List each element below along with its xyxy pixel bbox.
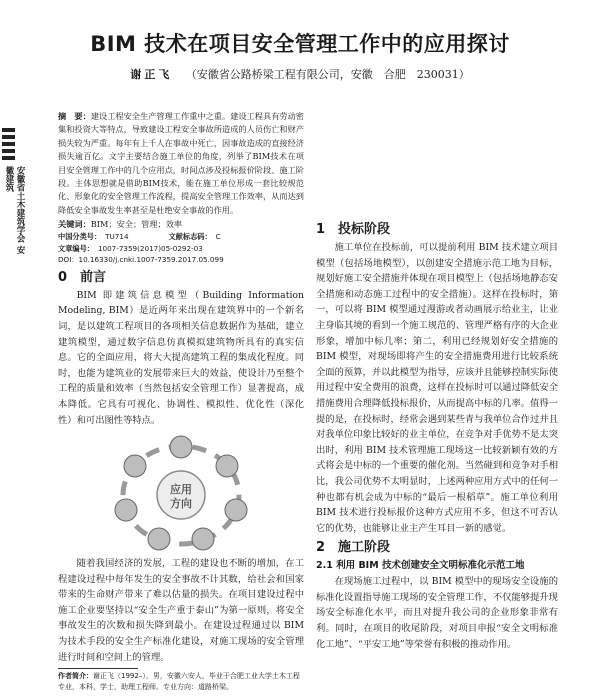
abstract-text: 建设工程安全生产管理工作重中之重。建设工程具有劳动密集和投资大等特点，导致建设工程安全事故所造成的人员伤亡和财产损失较为严重。每年有上千人在事故中死亡，因事故造成的直接经济损失逾百亿。文字主要结合施工单位的角度，列举了BIM技术在项目安全管理工作中的几个应用点，时间点涉及投标报价阶段、施工阶段。主体思想就是借助BIM技术，能在施工单位形成一套比较规范化、形象化的安全管理工作流程，提高安全管理工作效率，从而达到降低安全事故发生率甚至是杜绝安全事故的作用。 — [58, 111, 304, 215]
footnote-rule — [58, 668, 138, 669]
footnote-text: 谢正飞（1992–），男，安徽六安人，毕业于合肥工业大学土木工程专业，本科，学士，助理工程师。专业方向：道路桥梁。 — [58, 672, 300, 691]
section-2-title: 2 施工阶段 — [316, 540, 391, 556]
journal-logo-icon — [2, 128, 15, 162]
author-affiliation: （安徽省公路桥梁工程有限公司，安徽 合肥 230031） — [185, 68, 470, 81]
keywords-text: BIM；安全；管理；效率 — [90, 219, 183, 230]
abstract — [58, 110, 304, 217]
section-1-title: 1 投标阶段 — [316, 222, 391, 237]
article-number-label: 文章编号： — [58, 243, 94, 253]
journal-side-label: 安徽省土木建筑学会 安徽建筑 — [4, 166, 25, 254]
author-name: 谢正飞 — [130, 68, 173, 81]
diagram-center-label-1: 应用 — [170, 483, 192, 497]
article-number-line — [58, 243, 304, 255]
section-2-1-title: 2.1 利用 BIM 技术创建安全文明标准化示范工地 — [316, 560, 525, 572]
doc-code-label: 文献标志码： — [168, 232, 212, 242]
clc-label: 中国分类号： — [58, 232, 102, 242]
clc-value: TU714 — [105, 232, 129, 242]
footnote-label: 作者简介： — [58, 672, 93, 680]
keywords — [58, 218, 304, 231]
doi-line: DOI：10.16330/j.cnki.1007-7359.2017.05.099 — [58, 255, 224, 265]
application-direction-diagram — [58, 434, 304, 552]
abstract-label: 摘 要： — [58, 111, 91, 121]
diagram-graphic — [58, 434, 304, 552]
section-0-title: 0 前言 — [58, 269, 107, 285]
article-number-value: 1007-7359(2017)05-0292-03 — [97, 243, 203, 253]
section-0-paragraph-2: 随着我国经济的发展，工程的建设也不断的增加，在工程建设过程中每年发生的安全事故不计其数，给社会和国家带来的生命财产带来了难以估量的损失。在项目建设过程中施工企业要坚持以“安全生产重于泰山”为第一原则，将安全事故发生的次数和损失降到最小。在建设过程通过以 BIM 为技术手段的安全生产标准化建设，对施工现场的安全管理进行时间和空间上的管理。 — [58, 558, 304, 663]
left-column — [58, 110, 304, 665]
section-0-paragraph-1: BIM 即建筑信息模型（Building Information Modeling, BIM）是近两年来出现在建筑界中的一个新名词，是以建筑工程项目的各项相关信息数据作为基础，建立建筑模型，通过数字信息仿真模拟建筑物所具有的真实信息。它的全面应用，将大大提高建筑工程的集成化程度。同时，也能为建筑业的发展带来巨大的效益，使设计乃至整个工程的质量和效率（当然包括安全管理工作）显著提高，成本降低。它具有可视化、协调性、模拟性、优化性（深化性）和可出图性等特点。 — [58, 289, 304, 426]
author-footnote — [58, 671, 304, 693]
doc-code-value: C — [215, 232, 221, 242]
right-column — [316, 108, 558, 652]
journal-side-tab — [0, 128, 32, 258]
byline — [0, 66, 600, 82]
section-2-1-paragraph-1: 在现场施工过程中，以 BIM 模型中的现场安全设施的标准化设置指导施工现场的安全管理工作，不仅能够提升现场安全标准化水平，而且对提升我公司的企业形象非常有利。同时，在项目的收尾阶段，对项目申报“安全文明标准化工地”、“平安工地”等荣誉有积极的推动作用。 — [316, 576, 558, 650]
paper-title: BIM 技术在项目安全管理工作中的应用探讨 — [90, 32, 510, 56]
diagram-center-label-2: 方向 — [170, 497, 192, 511]
keywords-label: 关键词： — [58, 219, 91, 230]
classification-line — [58, 231, 304, 243]
section-1-paragraph-1: 施工单位在投标前，可以提前利用 BIM 技术建立项目模型（包括场地模型），以创建安全措施示范工地为目标，规划好施工安全措施并体现在项目模型上（包括场地静态安全措施和动态施工过程中的安全措施）。这样在投标时，第一，可以将 BIM 模型通过漫游或者动画展示给业主，让业主身临其境的看到一个施工规范的、管理严格有序的大企业形象，增加中标几率；第二，利用已经规划好安全措施的 BIM 模型，对现场即将产生的安全措施费用进行比较系统全面的预算，并以此模型为指导，应该并且能够控制实际使用过程中安全费用的浪费，这样在投标时可以通过降低安全措施费用合理降低投标报价，从而提高中标的几率。值得一提的是，在投标时，经常会遇到某些青与我单位合作过并且对我单位印象比较好的业主单位，在竞争对手优势不是太突出时，利用 BIM 技术管理施工现场这一比较新颖有效的方式将会是中标的一个重要的催化剂。当然碰到和竞争对手相比，我公司优势不太明显时，上述两种应用方式中的任何一种也都有机会成为中标的“最后一根稻草”。施工单位利用 BIM 技术进行投标报价这种方式应用不多，但这不可否认它的优势，也能够让业主产生耳目一新的感觉。 — [316, 242, 558, 534]
